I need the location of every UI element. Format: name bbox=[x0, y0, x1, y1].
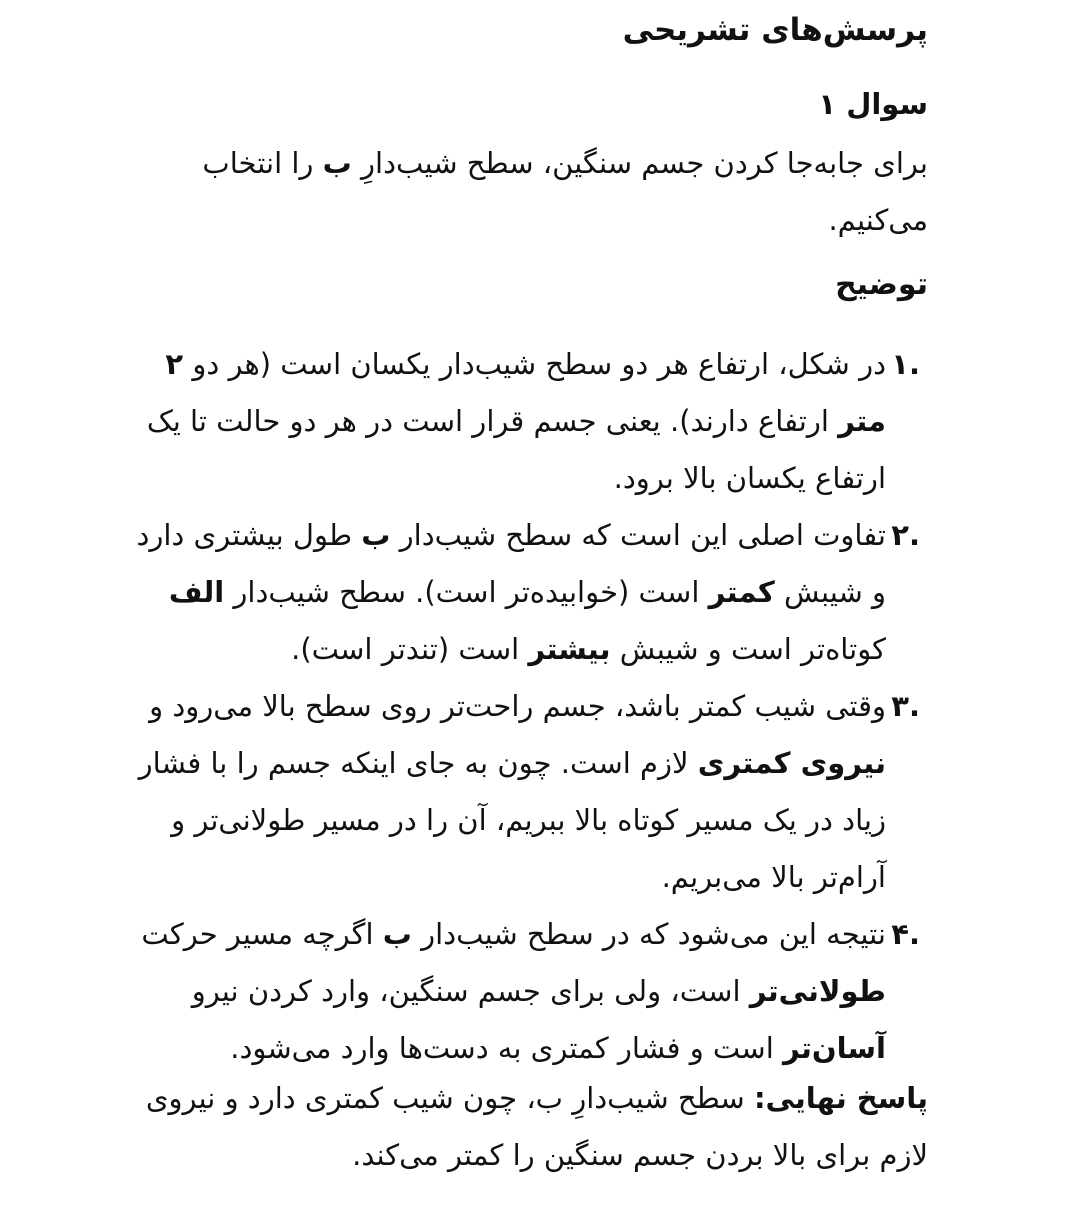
list-item-2-text bbox=[100, 507, 886, 678]
list-item-2 bbox=[100, 507, 920, 678]
text-line: نتیجه این می‌شود که در سطح شیب‌دار ب اگرچه مسیر حرکت bbox=[141, 917, 886, 951]
text-line: پاسخ نهایی: سطح شیب‌دارِ ب، چون شیب کمتری دارد و نیروی bbox=[145, 1081, 928, 1115]
text-line: وقتی شیب کمتر باشد، جسم راحت‌تر روی سطح بالا می‌رود و bbox=[149, 689, 886, 723]
list-item-1-number: ۱. bbox=[891, 347, 920, 381]
explanation-heading: توضیح bbox=[835, 267, 928, 302]
page-title: پرسش‌های تشریحی bbox=[622, 12, 928, 48]
text-line: تفاوت اصلی این است که سطح شیب‌دار ب طول بیشتری دارد bbox=[136, 518, 886, 552]
text-line: و شیبش کمتر است (خوابیده‌تر است). سطح شیب‌دار الف bbox=[168, 575, 886, 609]
list-item-3 bbox=[100, 678, 920, 906]
question-heading: سوال ۱ bbox=[818, 87, 928, 121]
text-line: برای جابه‌جا کردن جسم سنگین، سطح شیب‌دارِ ب را انتخاب bbox=[202, 146, 928, 180]
list-item-1-text bbox=[100, 336, 886, 507]
list-item-3-number: ۳. bbox=[891, 689, 920, 723]
final-answer-paragraph bbox=[100, 1070, 928, 1184]
explanation-list bbox=[100, 336, 928, 1077]
list-item-3-text bbox=[100, 678, 886, 906]
list-item-1 bbox=[100, 336, 920, 507]
text-line: زیاد در یک مسیر کوتاه بالا ببریم، آن را در مسیر طولانی‌تر و bbox=[171, 803, 886, 837]
list-item-4-number: ۴. bbox=[891, 917, 920, 951]
question-paragraph bbox=[100, 135, 928, 249]
text-line: آرام‌تر بالا می‌بریم. bbox=[661, 860, 886, 894]
text-line: طولانی‌تر است، ولی برای جسم سنگین، وارد کردن نیرو bbox=[191, 974, 886, 1008]
list-item-4 bbox=[100, 906, 920, 1077]
list-item-2-number: ۲. bbox=[891, 518, 920, 552]
text-line: کوتاه‌تر است و شیبش بیشتر است (تندتر است). bbox=[291, 632, 886, 666]
text-line: متر ارتفاع دارند). یعنی جسم قرار است در هر دو حالت تا یک bbox=[146, 404, 886, 438]
text-line: ارتفاع یکسان بالا برود. bbox=[613, 461, 886, 495]
text-line: نیروی کمتری لازم است. چون به جای اینکه جسم را با فشار bbox=[138, 746, 886, 780]
list-item-4-text bbox=[100, 906, 886, 1077]
text-line: آسان‌تر است و فشار کمتری به دست‌ها وارد می‌شود. bbox=[230, 1031, 886, 1065]
text-line: لازم برای بالا بردن جسم سنگین را کمتر می‌کند. bbox=[352, 1138, 928, 1172]
text-line: در شکل، ارتفاع هر دو سطح شیب‌دار یکسان است (هر دو ۲ bbox=[165, 347, 886, 381]
text-line: می‌کنیم. bbox=[828, 203, 928, 237]
